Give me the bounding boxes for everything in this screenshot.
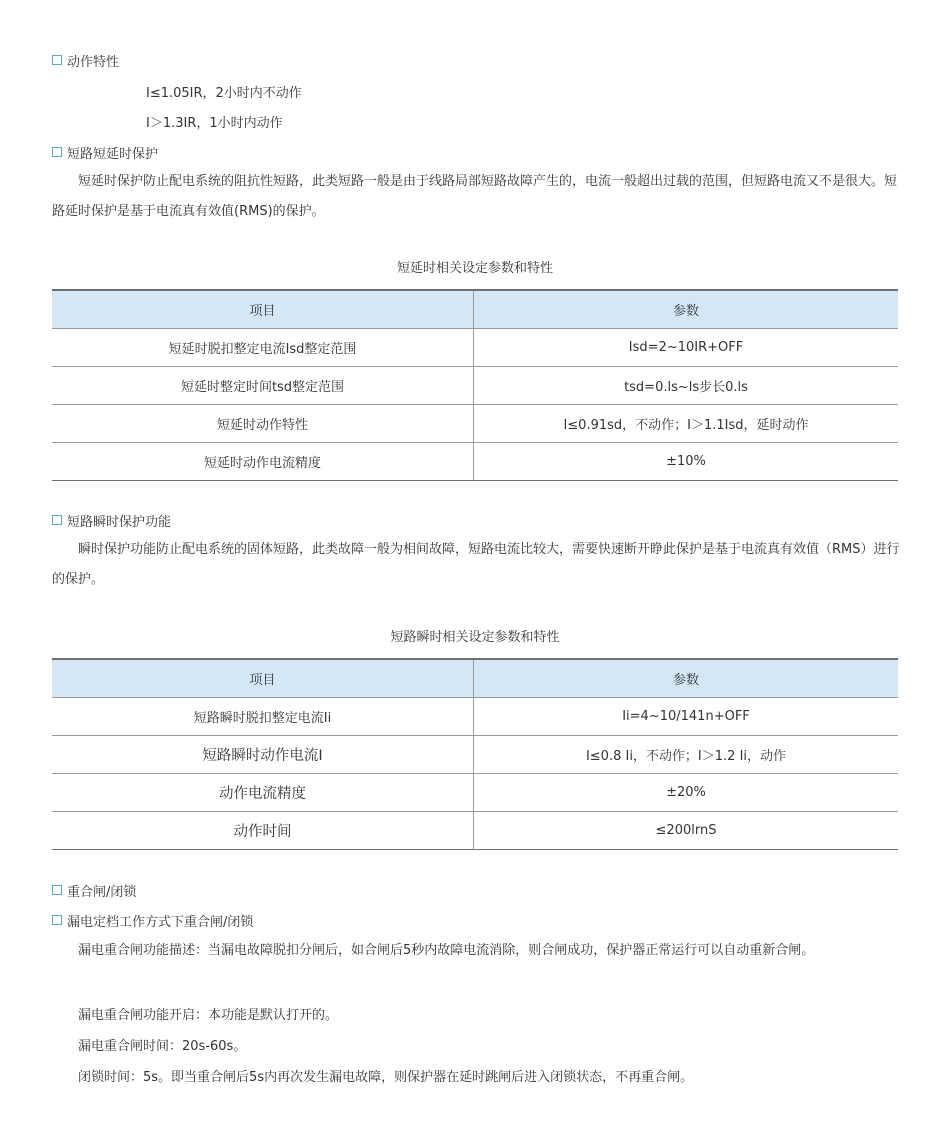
checkbox-bullet-icon: [52, 515, 62, 525]
table-row: [52, 736, 898, 774]
table-caption: 短延时相关设定参数和特性: [396, 261, 553, 276]
checkbox-bullet-icon: [52, 885, 62, 895]
table-caption: 短路瞬时相关设定参数和特性: [390, 630, 560, 645]
table-cell: 短路瞬时动作电流I: [52, 736, 474, 774]
column-header: 项目: [52, 659, 474, 698]
table-row: [52, 812, 898, 850]
table-cell: Ii=4~10/141n+OFF: [474, 698, 899, 736]
table-cell: I≤0.91sd，不动作；I＞1.1Isd，延时动作: [474, 405, 899, 443]
section-heading-action-characteristics: [52, 51, 119, 69]
column-header: 项目: [52, 290, 474, 329]
characteristic-line: I≤1.05IR，2小时内不动作: [146, 86, 302, 101]
table-cell: 短路瞬时脱扣整定电流Ii: [52, 698, 474, 736]
leakage-reclose-line: 闭锁时间：5s。即当重合闸后5s内再次发生漏电故障，则保护器在延时跳闸后进入闭锁状态，不再重合闸。: [78, 1070, 694, 1085]
table-header-row: [52, 290, 898, 329]
characteristic-line: I＞1.3IR，1小时内动作: [146, 116, 283, 131]
instantaneous-description: 瞬时保护功能防止配电系统的固体短路，此类故障一般为相间故障，短路电流比较大，需要快速断开睁此保护是基于电流真有效值（RMS）进行的保护。: [52, 542, 900, 587]
heading-text: 短路瞬时保护功能: [67, 514, 172, 530]
checkbox-bullet-icon: [52, 55, 62, 65]
table-row: [52, 405, 898, 443]
table-row: [52, 698, 898, 736]
table-header-row: [52, 659, 898, 698]
table-cell: ±20%: [474, 774, 899, 812]
heading-text: 短路短延时保护: [67, 146, 159, 162]
instantaneous-table: [52, 658, 898, 850]
table-cell: ±10%: [474, 443, 899, 481]
section-heading-short-delay: [52, 143, 158, 161]
heading-text: 重合闸/闭锁: [67, 884, 137, 900]
table-cell: 短延时整定时间tsd整定范围: [52, 367, 474, 405]
table-cell: 短延时动作特性: [52, 405, 474, 443]
table-cell: 动作电流精度: [52, 774, 474, 812]
leakage-reclose-line: 漏电重合闸时间：20s-60s。: [78, 1039, 247, 1054]
table-cell: tsd=0.ls~ls步长0.ls: [474, 367, 899, 405]
section-heading-leakage-reclose: [52, 911, 253, 929]
table-row: [52, 367, 898, 405]
checkbox-bullet-icon: [52, 147, 62, 157]
table-cell: 动作时间: [52, 812, 474, 850]
leakage-reclose-line: 漏电重合闸功能开启：本功能是默认打开的。: [78, 1008, 339, 1023]
table-cell: I≤0.8 Ii，不动作；I＞1.2 Ii，动作: [474, 736, 899, 774]
table-cell: ≤200lrnS: [474, 812, 899, 850]
column-header: 参数: [474, 659, 899, 698]
table-cell: Isd=2~10IR+OFF: [474, 329, 899, 367]
short-delay-table: [52, 289, 898, 481]
checkbox-bullet-icon: [52, 915, 62, 925]
section-heading-instantaneous: [52, 511, 171, 529]
leakage-reclose-description: 漏电重合闸功能描述：当漏电故障脱扣分闸后，如合闸后5秒内故障电流消除，则合闸成功，保护器正常运行可以自动重新合闸。: [78, 943, 815, 958]
table-cell: 短延时动作电流精度: [52, 443, 474, 481]
section-heading-reclose-lock: [52, 881, 136, 899]
table-cell: 短延时脱扣整定电流Isd整定范围: [52, 329, 474, 367]
column-header: 参数: [474, 290, 899, 329]
heading-text: 漏电定档工作方式下重合闸/闭锁: [67, 914, 254, 930]
heading-text: 动作特性: [67, 54, 120, 70]
short-delay-description: 短延时保护防止配电系统的阻抗性短路，此类短路一般是由于线路局部短路故障产生的，电流一般超出过载的范围，但短路电流又不是很大。短路延时保护是基于电流真有效值(RMS)的保护。: [52, 174, 898, 219]
table-row: [52, 774, 898, 812]
table-row: [52, 329, 898, 367]
table-row: [52, 443, 898, 481]
